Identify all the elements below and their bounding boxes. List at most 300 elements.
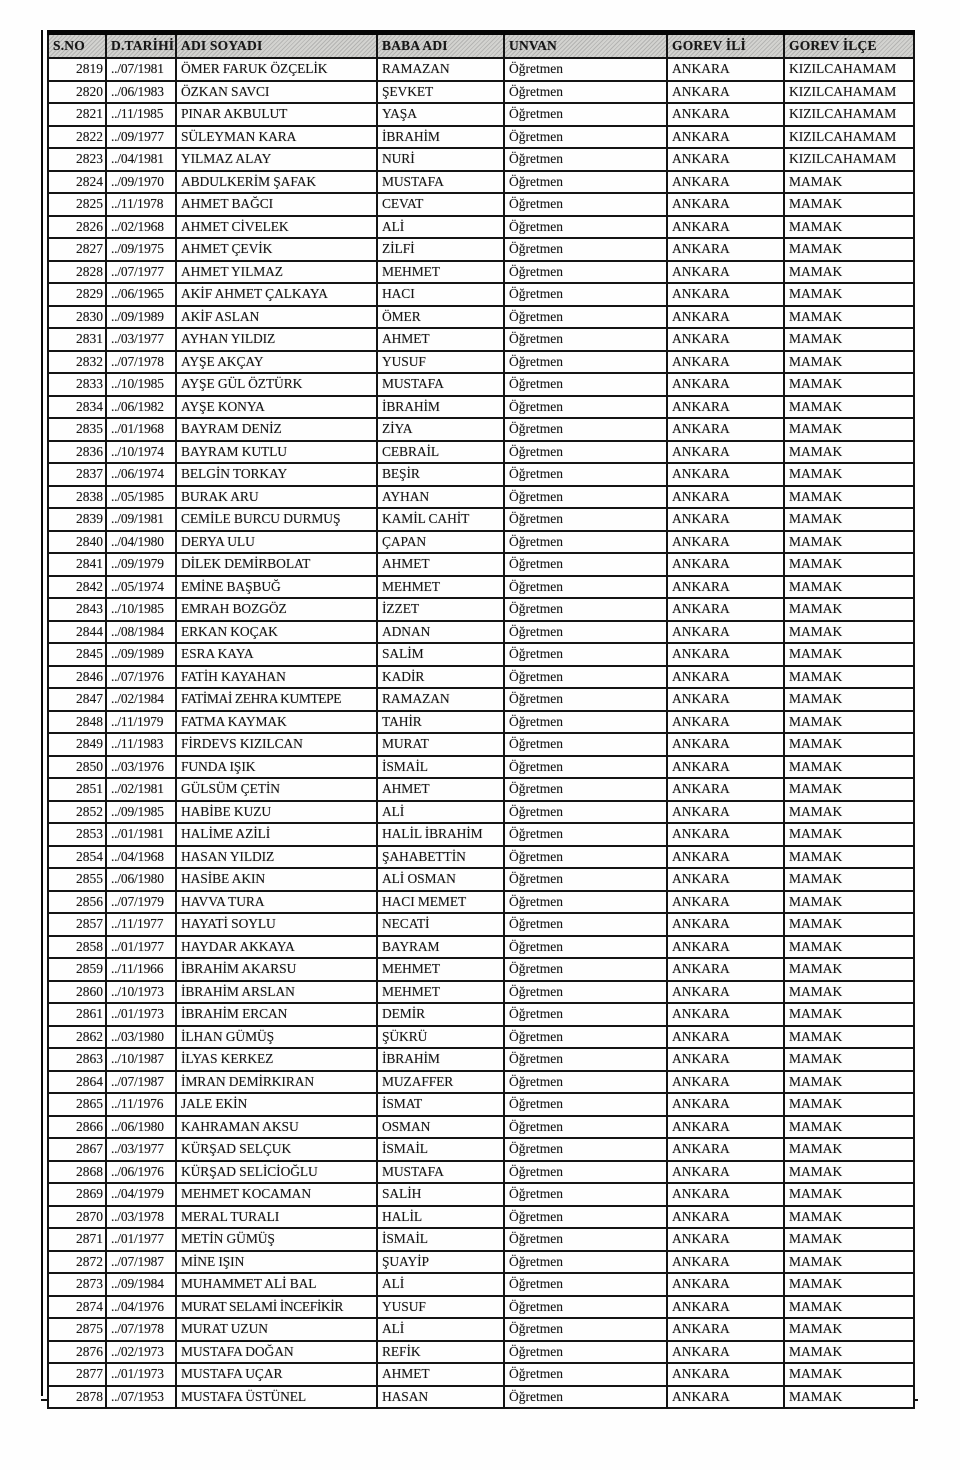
table-cell: AHMET ÇEVİK bbox=[176, 238, 377, 261]
table-row bbox=[48, 891, 914, 914]
table-cell: ANKARA bbox=[667, 283, 784, 306]
table-cell: YUSUF bbox=[377, 1296, 504, 1319]
table-cell: MAMAK bbox=[784, 1228, 914, 1251]
table-row bbox=[48, 306, 914, 329]
table-cell: 2868 bbox=[48, 1161, 106, 1184]
table-cell: İBRAHİM bbox=[377, 1048, 504, 1071]
table-cell: ANKARA bbox=[667, 126, 784, 149]
table-cell: İSMAİL bbox=[377, 1138, 504, 1161]
table-cell: ANKARA bbox=[667, 553, 784, 576]
table-cell: HAVVA TURA bbox=[176, 891, 377, 914]
table-cell: ../06/1982 bbox=[106, 396, 176, 419]
table-cell: MAMAK bbox=[784, 1296, 914, 1319]
table-cell: MURAT bbox=[377, 733, 504, 756]
table-cell: METİN GÜMÜŞ bbox=[176, 1228, 377, 1251]
table-cell: ALİ OSMAN bbox=[377, 868, 504, 891]
table-cell: ALİ bbox=[377, 1318, 504, 1341]
table-cell: 2857 bbox=[48, 913, 106, 936]
table-cell: ANKARA bbox=[667, 441, 784, 464]
table-cell: MAMAK bbox=[784, 1341, 914, 1364]
table-cell: Öğretmen bbox=[504, 508, 667, 531]
column-header: GOREV İLİ bbox=[667, 33, 784, 59]
table-cell: ../09/1979 bbox=[106, 553, 176, 576]
table-row bbox=[48, 283, 914, 306]
table-cell: 2859 bbox=[48, 958, 106, 981]
table-cell: MAMAK bbox=[784, 1318, 914, 1341]
table-row bbox=[48, 261, 914, 284]
table-cell: ANKARA bbox=[667, 1003, 784, 1026]
table-cell: 2871 bbox=[48, 1228, 106, 1251]
table-cell: ../02/1984 bbox=[106, 688, 176, 711]
table-row bbox=[48, 666, 914, 689]
table-cell: ../07/1979 bbox=[106, 891, 176, 914]
column-header: GOREV İLÇE bbox=[784, 33, 914, 59]
table-cell: Öğretmen bbox=[504, 193, 667, 216]
table-cell: Öğretmen bbox=[504, 666, 667, 689]
table-cell: 2820 bbox=[48, 81, 106, 104]
table-cell: MAMAK bbox=[784, 1048, 914, 1071]
table-cell: KIZILCAHAMAM bbox=[784, 81, 914, 104]
table-cell: Öğretmen bbox=[504, 1296, 667, 1319]
table-row bbox=[48, 531, 914, 554]
table-cell: 2869 bbox=[48, 1183, 106, 1206]
table-row bbox=[48, 463, 914, 486]
table-cell: ../06/1974 bbox=[106, 463, 176, 486]
table-cell: ANKARA bbox=[667, 936, 784, 959]
table-row bbox=[48, 913, 914, 936]
table-cell: EMRAH BOZGÖZ bbox=[176, 598, 377, 621]
table-row bbox=[48, 958, 914, 981]
table-cell: MAMAK bbox=[784, 621, 914, 644]
table-row bbox=[48, 216, 914, 239]
table-cell: Öğretmen bbox=[504, 621, 667, 644]
table-cell: ../09/1985 bbox=[106, 801, 176, 824]
table-cell: ANKARA bbox=[667, 913, 784, 936]
table-cell: 2849 bbox=[48, 733, 106, 756]
table-cell: KAMİL CAHİT bbox=[377, 508, 504, 531]
table-cell: 2835 bbox=[48, 418, 106, 441]
table-cell: ../09/1975 bbox=[106, 238, 176, 261]
table-cell: 2856 bbox=[48, 891, 106, 914]
table-cell: Öğretmen bbox=[504, 576, 667, 599]
table-cell: MAMAK bbox=[784, 801, 914, 824]
table-cell: AHMET bbox=[377, 328, 504, 351]
table-cell: Öğretmen bbox=[504, 238, 667, 261]
table-row bbox=[48, 58, 914, 81]
table-cell: PINAR AKBULUT bbox=[176, 103, 377, 126]
table-cell: AKİF AHMET ÇALKAYA bbox=[176, 283, 377, 306]
table-cell: Öğretmen bbox=[504, 1116, 667, 1139]
table-cell: ../07/1976 bbox=[106, 666, 176, 689]
table-cell: HAYATİ SOYLU bbox=[176, 913, 377, 936]
table-cell: Öğretmen bbox=[504, 756, 667, 779]
table-cell: FATMA KAYMAK bbox=[176, 711, 377, 734]
table-row bbox=[48, 126, 914, 149]
table-cell: İSMAİL bbox=[377, 1228, 504, 1251]
table-cell: KAHRAMAN AKSU bbox=[176, 1116, 377, 1139]
table-cell: MAMAK bbox=[784, 486, 914, 509]
table-cell: ../07/1978 bbox=[106, 351, 176, 374]
table-cell: ../06/1980 bbox=[106, 868, 176, 891]
table-cell: ANKARA bbox=[667, 486, 784, 509]
table-cell: ../09/1989 bbox=[106, 643, 176, 666]
table-cell: AYŞE KONYA bbox=[176, 396, 377, 419]
table-cell: ANKARA bbox=[667, 756, 784, 779]
table-cell: MAMAK bbox=[784, 531, 914, 554]
table-cell: MAMAK bbox=[784, 216, 914, 239]
table-row bbox=[48, 396, 914, 419]
table-cell: MAMAK bbox=[784, 733, 914, 756]
table-cell: İSMAİL bbox=[377, 756, 504, 779]
table-cell: Öğretmen bbox=[504, 126, 667, 149]
table-cell: MAMAK bbox=[784, 1386, 914, 1409]
table-cell: ANKARA bbox=[667, 778, 784, 801]
table-cell: MAMAK bbox=[784, 261, 914, 284]
table-cell: SALİM bbox=[377, 643, 504, 666]
table-cell: ../11/1966 bbox=[106, 958, 176, 981]
table-cell: MAMAK bbox=[784, 238, 914, 261]
table-cell: ../11/1978 bbox=[106, 193, 176, 216]
table-cell: İSMAT bbox=[377, 1093, 504, 1116]
table-cell: 2837 bbox=[48, 463, 106, 486]
table-row bbox=[48, 1183, 914, 1206]
table-cell: MAMAK bbox=[784, 1206, 914, 1229]
table-cell: ../02/1968 bbox=[106, 216, 176, 239]
table-cell: 2877 bbox=[48, 1363, 106, 1386]
table-cell: OSMAN bbox=[377, 1116, 504, 1139]
table-cell: BAYRAM KUTLU bbox=[176, 441, 377, 464]
table-cell: REFİK bbox=[377, 1341, 504, 1364]
table-cell: 2838 bbox=[48, 486, 106, 509]
table-cell: 2876 bbox=[48, 1341, 106, 1364]
table-cell: ANKARA bbox=[667, 396, 784, 419]
table-cell: DERYA ULU bbox=[176, 531, 377, 554]
table-cell: KIZILCAHAMAM bbox=[784, 103, 914, 126]
table-cell: HABİBE KUZU bbox=[176, 801, 377, 824]
table-cell: ANKARA bbox=[667, 1183, 784, 1206]
table-row bbox=[48, 486, 914, 509]
table-row bbox=[48, 688, 914, 711]
table-cell: ZİLFİ bbox=[377, 238, 504, 261]
table-cell: 2829 bbox=[48, 283, 106, 306]
table-cell: KÜRŞAD SELÇUK bbox=[176, 1138, 377, 1161]
table-cell: ../06/1965 bbox=[106, 283, 176, 306]
table-cell: 2821 bbox=[48, 103, 106, 126]
table-cell: Öğretmen bbox=[504, 283, 667, 306]
table-cell: Öğretmen bbox=[504, 261, 667, 284]
table-cell: 2861 bbox=[48, 1003, 106, 1026]
table-cell: AHMET YILMAZ bbox=[176, 261, 377, 284]
table-cell: İBRAHİM bbox=[377, 126, 504, 149]
table-row bbox=[48, 1341, 914, 1364]
table-cell: 2855 bbox=[48, 868, 106, 891]
table-cell: Öğretmen bbox=[504, 936, 667, 959]
table-row bbox=[48, 373, 914, 396]
table-cell: İLYAS KERKEZ bbox=[176, 1048, 377, 1071]
table-cell: 2822 bbox=[48, 126, 106, 149]
table-cell: MAMAK bbox=[784, 463, 914, 486]
table-cell: BAYRAM DENİZ bbox=[176, 418, 377, 441]
table-cell: MİNE IŞIN bbox=[176, 1251, 377, 1274]
table-cell: İLHAN GÜMÜŞ bbox=[176, 1026, 377, 1049]
table-cell: Öğretmen bbox=[504, 216, 667, 239]
table-cell: HALİL İBRAHİM bbox=[377, 823, 504, 846]
table-cell: ALİ bbox=[377, 216, 504, 239]
table-cell: ../03/1978 bbox=[106, 1206, 176, 1229]
table-cell: FUNDA IŞIK bbox=[176, 756, 377, 779]
table-cell: ../10/1973 bbox=[106, 981, 176, 1004]
scan-left-rule bbox=[41, 30, 43, 1396]
table-cell: MAMAK bbox=[784, 441, 914, 464]
table-cell: MAMAK bbox=[784, 778, 914, 801]
table-cell: ../09/1984 bbox=[106, 1273, 176, 1296]
table-row bbox=[48, 801, 914, 824]
table-cell: AHMET BAĞCI bbox=[176, 193, 377, 216]
table-row bbox=[48, 1228, 914, 1251]
table-row bbox=[48, 148, 914, 171]
table-cell: ANKARA bbox=[667, 373, 784, 396]
table-cell: ANKARA bbox=[667, 531, 784, 554]
table-cell: 2830 bbox=[48, 306, 106, 329]
table-cell: ../01/1973 bbox=[106, 1003, 176, 1026]
table-row bbox=[48, 868, 914, 891]
table-row bbox=[48, 1003, 914, 1026]
table-cell: MAMAK bbox=[784, 508, 914, 531]
table-cell: MAMAK bbox=[784, 1116, 914, 1139]
table-row bbox=[48, 1251, 914, 1274]
table-cell: ANKARA bbox=[667, 688, 784, 711]
table-row bbox=[48, 1273, 914, 1296]
table-cell: HACI MEMET bbox=[377, 891, 504, 914]
table-cell: 2841 bbox=[48, 553, 106, 576]
table-cell: MAMAK bbox=[784, 688, 914, 711]
table-cell: MAMAK bbox=[784, 1363, 914, 1386]
table-cell: ADNAN bbox=[377, 621, 504, 644]
table-cell: ../06/1980 bbox=[106, 1116, 176, 1139]
table-cell: ANKARA bbox=[667, 418, 784, 441]
table-cell: HAYDAR AKKAYA bbox=[176, 936, 377, 959]
table-row bbox=[48, 441, 914, 464]
table-cell: ÖZKAN SAVCI bbox=[176, 81, 377, 104]
table-cell: ANKARA bbox=[667, 1296, 784, 1319]
table-cell: ../08/1984 bbox=[106, 621, 176, 644]
table-cell: 2842 bbox=[48, 576, 106, 599]
table-cell: Öğretmen bbox=[504, 328, 667, 351]
table-cell: Öğretmen bbox=[504, 778, 667, 801]
table-cell: İBRAHİM bbox=[377, 396, 504, 419]
table-cell: Öğretmen bbox=[504, 823, 667, 846]
table-cell: 2863 bbox=[48, 1048, 106, 1071]
table-cell: 2858 bbox=[48, 936, 106, 959]
table-cell: MAMAK bbox=[784, 351, 914, 374]
table-row bbox=[48, 711, 914, 734]
table-cell: ANKARA bbox=[667, 1318, 784, 1341]
table-cell: HASAN YILDIZ bbox=[176, 846, 377, 869]
table-cell: Öğretmen bbox=[504, 171, 667, 194]
table-cell: Öğretmen bbox=[504, 553, 667, 576]
table-cell: 2845 bbox=[48, 643, 106, 666]
table-cell: 2852 bbox=[48, 801, 106, 824]
table-row bbox=[48, 1318, 914, 1341]
table-cell: MURAT SELAMİ İNCEFİKİR bbox=[176, 1296, 377, 1319]
table-cell: ANKARA bbox=[667, 171, 784, 194]
table-cell: 2828 bbox=[48, 261, 106, 284]
table-cell: ALİ bbox=[377, 801, 504, 824]
table-cell: TAHİR bbox=[377, 711, 504, 734]
table-cell: Öğretmen bbox=[504, 58, 667, 81]
table-cell: ANKARA bbox=[667, 576, 784, 599]
table-cell: ANKARA bbox=[667, 868, 784, 891]
table-cell: İBRAHİM AKARSU bbox=[176, 958, 377, 981]
table-cell: 2833 bbox=[48, 373, 106, 396]
table-cell: Öğretmen bbox=[504, 1318, 667, 1341]
table-row bbox=[48, 756, 914, 779]
table-cell: MAMAK bbox=[784, 306, 914, 329]
table-cell: ERKAN KOÇAK bbox=[176, 621, 377, 644]
table-row bbox=[48, 1093, 914, 1116]
table-cell: 2827 bbox=[48, 238, 106, 261]
table-cell: MAMAK bbox=[784, 823, 914, 846]
table-cell: ../01/1977 bbox=[106, 936, 176, 959]
table-cell: ANKARA bbox=[667, 1071, 784, 1094]
table-cell: MEHMET bbox=[377, 261, 504, 284]
table-cell: 2832 bbox=[48, 351, 106, 374]
table-cell: MEHMET bbox=[377, 576, 504, 599]
table-cell: ../03/1980 bbox=[106, 1026, 176, 1049]
table-cell: Öğretmen bbox=[504, 868, 667, 891]
table-row bbox=[48, 576, 914, 599]
table-cell: Öğretmen bbox=[504, 441, 667, 464]
table-cell: 2865 bbox=[48, 1093, 106, 1116]
table-cell: MEHMET bbox=[377, 981, 504, 1004]
table-row bbox=[48, 1026, 914, 1049]
table-cell: ../05/1974 bbox=[106, 576, 176, 599]
table-cell: MAMAK bbox=[784, 171, 914, 194]
table-cell: ../09/1989 bbox=[106, 306, 176, 329]
table-cell: Öğretmen bbox=[504, 396, 667, 419]
table-cell: Öğretmen bbox=[504, 1363, 667, 1386]
table-cell: ANKARA bbox=[667, 463, 784, 486]
column-header: S.NO bbox=[48, 33, 106, 59]
table-cell: ../04/1968 bbox=[106, 846, 176, 869]
table-cell: 2843 bbox=[48, 598, 106, 621]
table-cell: 2847 bbox=[48, 688, 106, 711]
table-cell: ANKARA bbox=[667, 1093, 784, 1116]
table-cell: MAMAK bbox=[784, 598, 914, 621]
table-cell: 2824 bbox=[48, 171, 106, 194]
table-cell: ANKARA bbox=[667, 1206, 784, 1229]
table-cell: ANKARA bbox=[667, 193, 784, 216]
table-cell: ANKARA bbox=[667, 1116, 784, 1139]
table-cell: MUSTAFA bbox=[377, 1161, 504, 1184]
table-cell: ANKARA bbox=[667, 1363, 784, 1386]
table-cell: Öğretmen bbox=[504, 1026, 667, 1049]
table-cell: SÜLEYMAN KARA bbox=[176, 126, 377, 149]
table-cell: 2873 bbox=[48, 1273, 106, 1296]
table-cell: CEBRAİL bbox=[377, 441, 504, 464]
table-cell: HALİME AZİLİ bbox=[176, 823, 377, 846]
table-cell: 2831 bbox=[48, 328, 106, 351]
table-cell: Öğretmen bbox=[504, 891, 667, 914]
table-cell: MAMAK bbox=[784, 1071, 914, 1094]
table-cell: ANKARA bbox=[667, 598, 784, 621]
table-cell: MAMAK bbox=[784, 193, 914, 216]
table-cell: KIZILCAHAMAM bbox=[784, 58, 914, 81]
table-cell: ../11/1979 bbox=[106, 711, 176, 734]
table-cell: ../11/1976 bbox=[106, 1093, 176, 1116]
table-cell: MURAT UZUN bbox=[176, 1318, 377, 1341]
table-cell: MAMAK bbox=[784, 868, 914, 891]
column-header: UNVAN bbox=[504, 33, 667, 59]
table-cell: ANKARA bbox=[667, 328, 784, 351]
table-cell: ../04/1980 bbox=[106, 531, 176, 554]
table-row bbox=[48, 936, 914, 959]
table-cell: MEHMET KOCAMAN bbox=[176, 1183, 377, 1206]
table-cell: ANKARA bbox=[667, 1138, 784, 1161]
table-cell: ABDULKERİM ŞAFAK bbox=[176, 171, 377, 194]
table-cell: ANKARA bbox=[667, 958, 784, 981]
table-cell: AKİF ASLAN bbox=[176, 306, 377, 329]
table-cell: 2860 bbox=[48, 981, 106, 1004]
table-cell: Öğretmen bbox=[504, 373, 667, 396]
table-cell: EMİNE BAŞBUĞ bbox=[176, 576, 377, 599]
table-cell: Öğretmen bbox=[504, 801, 667, 824]
table-cell: ANKARA bbox=[667, 1026, 784, 1049]
table-cell: MAMAK bbox=[784, 283, 914, 306]
table-cell: ../11/1977 bbox=[106, 913, 176, 936]
table-cell: ../04/1979 bbox=[106, 1183, 176, 1206]
table-cell: HACI bbox=[377, 283, 504, 306]
table-header bbox=[48, 33, 914, 59]
table-row bbox=[48, 621, 914, 644]
table-cell: YAŞA bbox=[377, 103, 504, 126]
table-cell: MAMAK bbox=[784, 711, 914, 734]
table-cell: ../06/1983 bbox=[106, 81, 176, 104]
table-cell: ÖMER FARUK ÖZÇELİK bbox=[176, 58, 377, 81]
table-cell: ../03/1977 bbox=[106, 1138, 176, 1161]
table-cell: MAMAK bbox=[784, 1093, 914, 1116]
column-header: ADI SOYADI bbox=[176, 33, 377, 59]
table-cell: DEMİR bbox=[377, 1003, 504, 1026]
table-cell: ANKARA bbox=[667, 1251, 784, 1274]
table-cell: MUSTAFA ÜSTÜNEL bbox=[176, 1386, 377, 1409]
table-cell: 2836 bbox=[48, 441, 106, 464]
table-row bbox=[48, 1048, 914, 1071]
table-cell: Öğretmen bbox=[504, 1183, 667, 1206]
table-cell: ../01/1977 bbox=[106, 1228, 176, 1251]
table-row bbox=[48, 823, 914, 846]
table-cell: Öğretmen bbox=[504, 1386, 667, 1409]
table-cell: ŞÜKRÜ bbox=[377, 1026, 504, 1049]
table-cell: MAMAK bbox=[784, 913, 914, 936]
table-row bbox=[48, 981, 914, 1004]
table-cell: ../06/1976 bbox=[106, 1161, 176, 1184]
table-row bbox=[48, 238, 914, 261]
table-cell: ÖMER bbox=[377, 306, 504, 329]
table-cell: YUSUF bbox=[377, 351, 504, 374]
table-cell: 2875 bbox=[48, 1318, 106, 1341]
table-cell: ANKARA bbox=[667, 666, 784, 689]
table-cell: Öğretmen bbox=[504, 1161, 667, 1184]
table-row bbox=[48, 1116, 914, 1139]
table-cell: BURAK ARU bbox=[176, 486, 377, 509]
table-cell: ../10/1974 bbox=[106, 441, 176, 464]
table-cell: AHMET bbox=[377, 1363, 504, 1386]
table-cell: HASİBE AKIN bbox=[176, 868, 377, 891]
table-cell: MAMAK bbox=[784, 1138, 914, 1161]
table-cell: KIZILCAHAMAM bbox=[784, 126, 914, 149]
table-cell: MUSTAFA bbox=[377, 171, 504, 194]
